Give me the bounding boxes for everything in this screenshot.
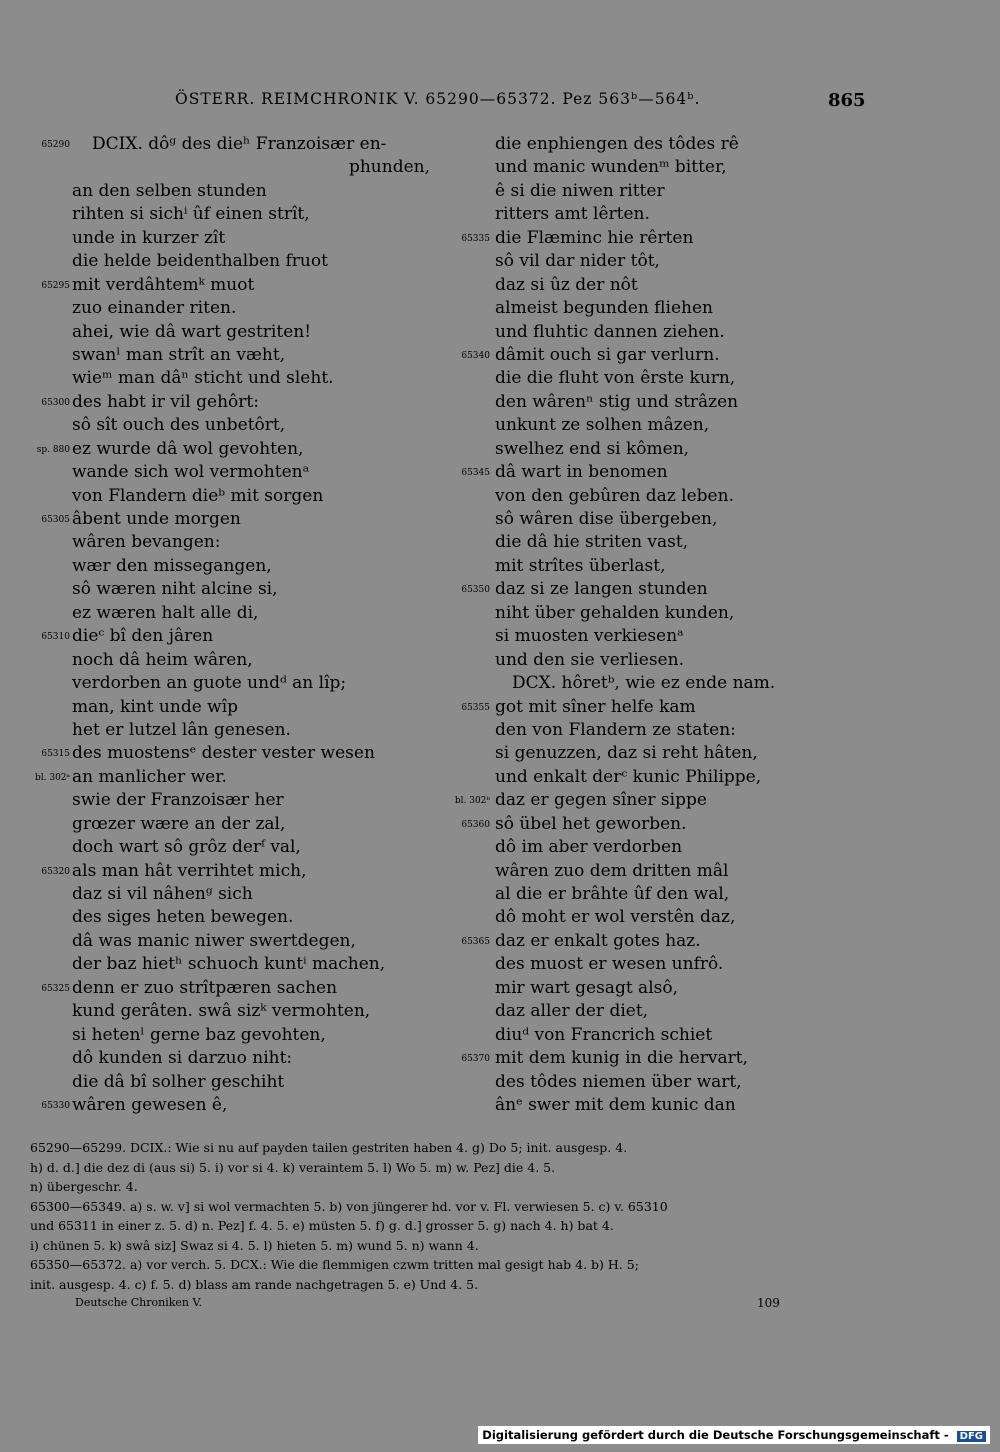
verse-line xyxy=(30,930,460,953)
verse-line xyxy=(450,625,870,648)
line-number: 65360 xyxy=(461,819,490,830)
verse-line xyxy=(30,250,460,273)
verse-text: dieᶜ bî den jâren xyxy=(72,626,214,647)
verse-text: ânᵉ swer mit dem kunic dan xyxy=(495,1094,736,1115)
line-number: 65295 xyxy=(41,280,70,291)
verse-line xyxy=(30,860,460,883)
verse-line xyxy=(30,1094,460,1117)
verse-text: swelhez end si kômen, xyxy=(495,438,690,459)
verse-line xyxy=(450,391,870,414)
verse-text: dô im aber verdorben xyxy=(495,837,683,858)
line-number: 65345 xyxy=(461,468,490,479)
line-number: 65355 xyxy=(461,702,490,713)
verse-line xyxy=(30,1000,460,1023)
verse-text: die dâ bî solher geschiht xyxy=(72,1071,285,1092)
verse-line xyxy=(450,555,870,578)
verse-text: dâ wart in benomen xyxy=(495,462,668,483)
footnote-line: 65290—65299. DCIX.: Wie si nu auf payden tailen gestriten haben 4. g) Do 5; init. ausgesp. 4. xyxy=(30,1140,628,1155)
verse-line xyxy=(30,180,460,203)
verse-text: die die fluht von êrste kurn, xyxy=(495,368,736,389)
verse-text: die enphiengen des tôdes rê xyxy=(495,134,739,154)
verse-text: si genuzzen, daz si reht hâten, xyxy=(495,743,758,764)
verse-text: doch wart sô grôz derᶠ val, xyxy=(72,837,301,858)
verse-line xyxy=(30,649,460,672)
verse-line xyxy=(450,906,870,929)
footnote-line: n) übergeschr. 4. xyxy=(30,1179,138,1194)
verse-text: des siges heten bewegen. xyxy=(72,907,294,928)
footer-sheet-number: 109 xyxy=(757,1296,780,1310)
line-number: sp. 880 xyxy=(36,444,70,455)
verse-text: den von Flandern ze staten: xyxy=(495,719,736,740)
verse-line xyxy=(450,766,870,789)
verse-line xyxy=(450,274,870,297)
right-verse-column xyxy=(450,133,870,1117)
footer-series-title: Deutsche Chroniken V. xyxy=(75,1296,202,1309)
line-number: 65340 xyxy=(461,350,490,361)
verse-line xyxy=(450,485,870,508)
verse-line xyxy=(30,438,460,461)
verse-line xyxy=(450,321,870,344)
verse-line xyxy=(30,203,460,226)
footnote-line: init. ausgesp. 4. c) f. 5. d) blass am rande nachgetragen 5. e) Und 4. 5. xyxy=(30,1276,479,1292)
verse-text: zuo einander riten. xyxy=(72,298,237,319)
verse-text: daz si ze langen stunden xyxy=(495,579,708,600)
verse-text: und fluhtic dannen ziehen. xyxy=(495,321,725,342)
verse-line xyxy=(30,789,460,812)
verse-line xyxy=(450,789,870,812)
verse-text: daz si ûz der nôt xyxy=(495,274,638,295)
verse-text: des habt ir vil gehôrt: xyxy=(72,391,259,412)
verse-text: dâ was manic niwer swertdegen, xyxy=(72,930,356,951)
verse-text: wâren zuo dem dritten mâl xyxy=(495,860,729,881)
verse-line xyxy=(450,953,870,976)
line-number: bl. 302ᵃ xyxy=(34,772,70,783)
verse-line xyxy=(30,461,460,484)
verse-line xyxy=(450,1047,870,1070)
line-number: 65350 xyxy=(461,585,490,596)
verse-line xyxy=(30,1024,460,1047)
verse-line xyxy=(30,977,460,1000)
footnote-line: und 65311 in einer z. 5. d) n. Pez] f. 4. 5. e) müsten 5. f) g. d.] grosser 5. g) nach 4. h) bat 4. xyxy=(30,1218,614,1233)
verse-line xyxy=(450,367,870,390)
verse-text: grœzer wære an der zal, xyxy=(72,813,286,834)
verse-line xyxy=(450,719,870,742)
verse-line xyxy=(450,578,870,601)
left-verse-column xyxy=(30,133,460,1117)
verse-text: man, kint unde wîp xyxy=(72,696,239,717)
verse-text: mit verdâhtemᵏ muot xyxy=(72,274,255,295)
verse-text: sô wæren niht alcine si, xyxy=(72,579,278,600)
verse-text: den wârenⁿ stig und strâzen xyxy=(495,391,739,412)
verse-text: wâren bevangen: xyxy=(72,532,221,553)
verse-text: noch dâ heim wâren, xyxy=(72,649,253,670)
verse-line xyxy=(450,508,870,531)
verse-text: ê si die niwen ritter xyxy=(495,180,665,201)
verse-line xyxy=(450,438,870,461)
verse-text: unkunt ze solhen mâzen, xyxy=(495,415,710,436)
verse-text: des muostensᵉ dester vester wesen xyxy=(72,743,375,764)
verse-line xyxy=(30,133,460,156)
line-number: 65290 xyxy=(41,140,70,150)
verse-line xyxy=(30,906,460,929)
verse-line xyxy=(450,180,870,203)
verse-line xyxy=(450,227,870,250)
verse-line xyxy=(450,836,870,859)
verse-line xyxy=(450,696,870,719)
verse-text: ritters amt lêrten. xyxy=(495,204,650,225)
verse-text: unde in kurzer zît xyxy=(72,227,226,248)
verse-text: daz aller der diet, xyxy=(495,1001,649,1022)
verse-text: die dâ hie striten vast, xyxy=(495,532,689,553)
verse-text: âbent unde morgen xyxy=(72,509,241,529)
verse-text: von Flandern dieᵇ mit sorgen xyxy=(72,485,324,506)
verse-text: dâmit ouch si gar verlurn. xyxy=(495,344,720,365)
verse-line xyxy=(450,602,870,625)
verse-line xyxy=(30,531,460,554)
verse-text: der baz hietʰ schuoch kuntⁱ machen, xyxy=(72,954,386,975)
verse-text: phunden, xyxy=(348,157,430,178)
verse-text: dô kunden si darzuo niht: xyxy=(72,1048,293,1069)
verse-line xyxy=(30,742,460,765)
verse-line xyxy=(450,649,870,672)
verse-line xyxy=(450,297,870,320)
verse-line xyxy=(450,156,870,179)
line-number: 65365 xyxy=(461,936,490,947)
line-number: 65370 xyxy=(461,1054,490,1065)
verse-text: wær den missegangen, xyxy=(72,555,272,576)
verse-line xyxy=(30,156,460,179)
verse-line xyxy=(450,531,870,554)
line-number: 65320 xyxy=(41,866,70,877)
verse-line xyxy=(30,719,460,742)
verse-text: sô übel het geworben. xyxy=(495,813,687,834)
verse-line xyxy=(450,414,870,437)
footnote-line: 65350—65372. a) vor verch. 5. DCX.: Wie die flemmigen czwm tritten mal gesigt hab 4. b) H. 5; xyxy=(30,1257,639,1272)
verse-line xyxy=(30,391,460,414)
line-number: 65330 xyxy=(41,1100,70,1111)
footnote-line: i) chünen 5. k) swâ siz] Swaz si 4. 5. l) hieten 5. m) wund 5. n) wann 4. xyxy=(30,1237,479,1253)
verse-line xyxy=(450,1071,870,1094)
verse-text: als man hât verrihtet mich, xyxy=(72,860,307,881)
verse-line xyxy=(30,625,460,648)
verse-line xyxy=(450,344,870,367)
verse-text: swanˡ man strît an væht, xyxy=(72,344,286,365)
line-number: 65325 xyxy=(41,983,70,994)
dfg-funding-banner[interactable] xyxy=(478,1426,990,1444)
footnotes xyxy=(30,1138,855,1294)
verse-line xyxy=(450,977,870,1000)
verse-line xyxy=(30,274,460,297)
verse-line xyxy=(30,297,460,320)
verse-line xyxy=(450,1024,870,1047)
verse-line xyxy=(30,578,460,601)
verse-text: verdorben an guote undᵈ an lîp; xyxy=(72,673,347,694)
verse-text: und den sie verliesen. xyxy=(495,649,684,670)
verse-text: kund gerâten. swâ sizᵏ vermohten, xyxy=(72,1001,371,1022)
verse-line xyxy=(30,813,460,836)
verse-text: des tôdes niemen über wart, xyxy=(495,1071,742,1092)
verse-text: si hetenˡ gerne baz gevohten, xyxy=(72,1024,326,1045)
verse-text: mit strîtes überlast, xyxy=(495,555,666,576)
verse-text: an den selben stunden xyxy=(72,180,267,201)
verse-line xyxy=(30,508,460,531)
line-number: 65315 xyxy=(41,749,70,760)
verse-line xyxy=(30,367,460,390)
verse-line xyxy=(30,414,460,437)
line-number: bl. 302ᵇ xyxy=(454,796,490,807)
verse-line xyxy=(30,836,460,859)
chapter-heading: DCX. hôretᵇ, wie ez ende nam. xyxy=(512,673,776,694)
verse-text: si muosten verkiesenᵃ xyxy=(495,626,684,647)
verse-text: ez wæren halt alle di, xyxy=(72,602,259,623)
running-header: ÖSTERR. REIMCHRONIK V. 65290—65372. Pez 563ᵇ—564ᵇ. xyxy=(175,90,701,108)
page-number: 865 xyxy=(828,90,866,111)
verse-text: wieᵐ man dâⁿ sticht und sleht. xyxy=(72,368,334,389)
verse-text: dô moht er wol verstên daz, xyxy=(495,907,736,928)
verse-text: swie der Franzoisær her xyxy=(72,790,284,811)
verse-text: almeist begunden fliehen xyxy=(495,298,713,319)
verse-text: al die er brâhte ûf den wal, xyxy=(495,884,730,904)
line-number: 65335 xyxy=(461,233,490,244)
verse-text: wâren gewesen ê, xyxy=(72,1094,228,1115)
verse-line xyxy=(30,766,460,789)
verse-line xyxy=(450,883,870,906)
dfg-text: Digitalisierung gefördert durch die Deutsche Forschungsgemeinschaft - xyxy=(482,1428,949,1442)
verse-line xyxy=(30,953,460,976)
verse-line xyxy=(30,555,460,578)
verse-text: got mit sîner helfe kam xyxy=(495,696,696,717)
verse-text: mir wart gesagt alsô, xyxy=(495,977,678,998)
verse-text: wande sich wol vermohtenᵃ xyxy=(72,462,310,483)
verse-text: des muost er wesen unfrô. xyxy=(495,954,724,975)
verse-line xyxy=(450,930,870,953)
verse-text: und enkalt derᶜ kunic Philippe, xyxy=(495,766,762,787)
verse-line xyxy=(30,696,460,719)
verse-text: sô sît ouch des unbetôrt, xyxy=(72,415,286,436)
verse-line xyxy=(30,485,460,508)
verse-text: rihten si sichⁱ ûf einen strît, xyxy=(72,204,310,225)
verse-line xyxy=(450,250,870,273)
verse-text: daz er gegen sîner sippe xyxy=(495,790,707,811)
verse-text: von den gebûren daz leben. xyxy=(495,485,734,506)
verse-line xyxy=(30,1071,460,1094)
verse-text: denn er zuo strîtpæren sachen xyxy=(72,977,338,998)
line-number: 65300 xyxy=(41,397,70,408)
verse-line xyxy=(30,321,460,344)
verse-line xyxy=(450,742,870,765)
verse-line xyxy=(30,602,460,625)
verse-text: diuᵈ von Francrich schiet xyxy=(495,1024,713,1045)
verse-text: sô wâren dise übergeben, xyxy=(495,509,718,529)
verse-line xyxy=(30,344,460,367)
verse-text: het er lutzel lân genesen. xyxy=(72,719,291,740)
verse-text: und manic wundenᵐ bitter, xyxy=(495,157,727,178)
verse-text: die helde beidenthalben fruot xyxy=(72,251,328,272)
verse-line xyxy=(30,1047,460,1070)
verse-line xyxy=(450,133,870,156)
verse-text: an manlicher wer. xyxy=(72,766,227,787)
verse-text: mit dem kunig in die hervart, xyxy=(495,1048,748,1069)
footnote-line: 65300—65349. a) s. w. v] si wol vermachten 5. b) von jüngerer hd. vor v. Fl. verwiesen 5. c) v. 65310 xyxy=(30,1198,668,1214)
verse-line xyxy=(450,813,870,836)
verse-line xyxy=(450,672,870,695)
verse-line xyxy=(450,203,870,226)
line-number: 65305 xyxy=(41,515,70,525)
dfg-logo: DFG xyxy=(957,1431,986,1442)
verse-text: daz si vil nâhenᵍ sich xyxy=(72,884,253,904)
verse-text: die Flæminc hie rêrten xyxy=(495,227,694,248)
verse-line xyxy=(450,1000,870,1023)
verse-text: sô vil dar nider tôt, xyxy=(495,251,660,272)
verse-text: ahei, wie dâ wart gestriten! xyxy=(72,321,312,342)
verse-text: DCIX. dôᵍ des dieʰ Franzoisær en- xyxy=(92,134,387,154)
verse-text: niht über gehalden kunden, xyxy=(495,602,735,623)
verse-line xyxy=(450,1094,870,1117)
verse-line xyxy=(30,227,460,250)
verse-line xyxy=(30,672,460,695)
verse-text: daz er enkalt gotes haz. xyxy=(495,930,701,951)
verse-text: ez wurde dâ wol gevohten, xyxy=(72,438,304,459)
verse-line xyxy=(450,461,870,484)
line-number: 65310 xyxy=(41,632,70,643)
verse-line xyxy=(450,860,870,883)
verse-line xyxy=(30,883,460,906)
footnote-line: h) d. d.] die dez di (aus si) 5. i) vor si 4. k) veraintem 5. l) Wo 5. m) w. Pez] die 4. 5. xyxy=(30,1159,556,1175)
